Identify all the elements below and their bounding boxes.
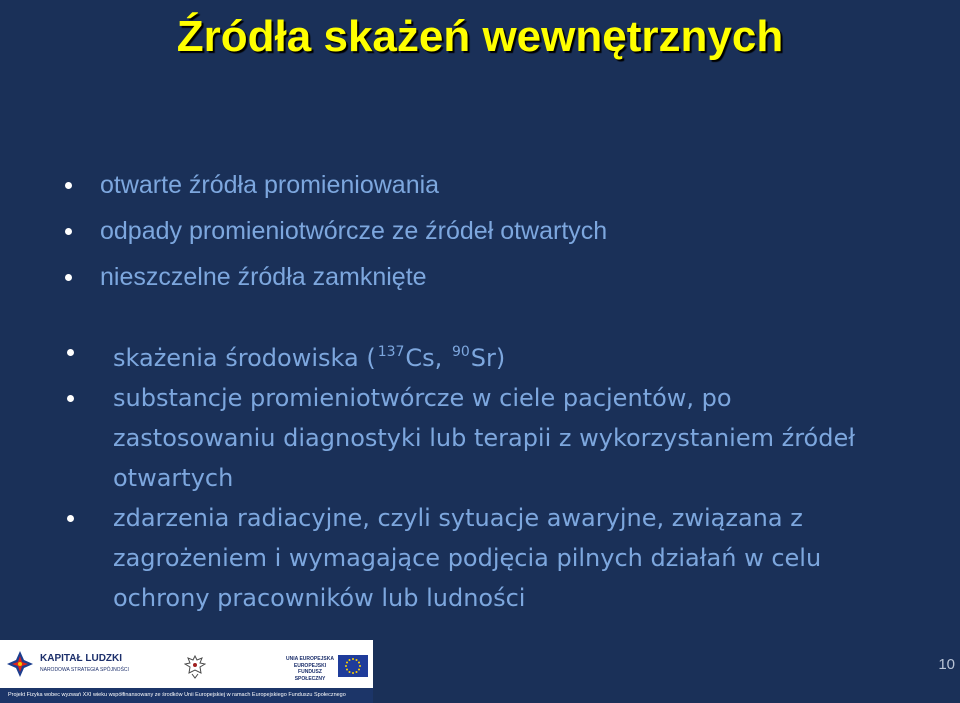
contamination-list xyxy=(113,332,958,618)
eu-line: FUNDUSZ SPOŁECZNY xyxy=(294,669,326,682)
radiation-sources-list xyxy=(100,162,920,300)
list-item xyxy=(100,162,920,208)
list-item-text: skażenia środowiska ( xyxy=(113,344,376,372)
bullet-icon xyxy=(65,274,72,281)
list-item-text: nieszczelne źródła zamknięte xyxy=(100,263,427,291)
eagle-emblem-icon xyxy=(184,654,206,680)
list-item xyxy=(100,208,920,254)
list-item-line: otwartych xyxy=(113,464,234,492)
bullet-icon xyxy=(65,182,72,189)
list-item-text: odpady promieniotwórcze ze źródeł otwartych xyxy=(100,217,608,245)
list-item-line: zagrożeniem i wymagające podjęcia pilnych działań w celu xyxy=(113,544,822,572)
footer-logo-bar xyxy=(0,640,373,703)
kl-subtitle: NARODOWA STRATEGIA SPÓJNOŚCI xyxy=(40,667,129,673)
eu-logo xyxy=(284,653,370,683)
bullet-icon xyxy=(67,349,74,356)
eu-line: UNIA EUROPEJSKA xyxy=(286,656,334,662)
kapital-ludzki-mark-icon xyxy=(6,650,34,678)
list-item xyxy=(113,498,958,618)
list-item xyxy=(113,332,958,378)
bullet-icon xyxy=(65,228,72,235)
isotope-mass-number: 137 xyxy=(377,344,405,360)
slide-title: Źródła skażeń wewnętrznych xyxy=(176,12,784,61)
list-item xyxy=(113,378,958,498)
list-item-line: zastosowaniu diagnostyki lub terapii z wykorzystaniem źródeł xyxy=(113,424,856,452)
list-item-line: zdarzenia radiacyjne, czyli sytuacje awaryjne, związana z xyxy=(113,504,803,532)
list-item xyxy=(100,254,920,300)
eu-caption xyxy=(284,656,336,682)
eu-flag-icon xyxy=(338,655,368,677)
list-item-line: ochrony pracowników lub ludności xyxy=(113,584,526,612)
kapital-ludzki-logo xyxy=(6,650,141,682)
list-item-text: otwarte źródła promieniowania xyxy=(100,171,440,199)
isotope-mass-number: 90 xyxy=(451,344,470,360)
project-funding-note: Projekt Fizyka wobec wyzwań XXI wieku współfinansowany ze środków Unii Europejskiej w ramach Europejskiego Funduszu Społecznego xyxy=(0,688,373,703)
bullet-icon xyxy=(67,395,74,402)
bullet-icon xyxy=(67,515,74,522)
eu-line: EUROPEJSKI xyxy=(293,662,327,669)
kl-name: KAPITAŁ LUDZKI xyxy=(40,653,123,664)
page-number: 10 xyxy=(938,656,955,673)
list-item-line: substancje promieniotwórcze w ciele pacjentów, po xyxy=(113,384,732,412)
isotope-symbol: Cs, xyxy=(405,344,450,372)
isotope-symbol: Sr) xyxy=(470,344,506,372)
